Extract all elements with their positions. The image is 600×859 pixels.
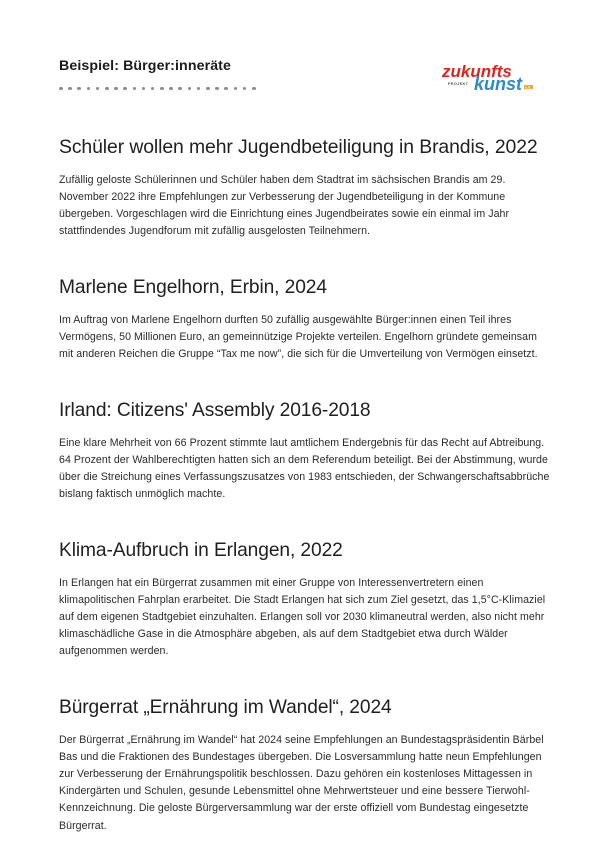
dotted-divider [59,87,256,91]
header-left-group [59,58,256,90]
divider-dot [215,87,219,91]
page-title: Beispiel: Bürger:inneräte [59,58,232,74]
document-header [0,0,600,100]
zukunftskunst-logo [442,60,554,100]
divider-dot [160,87,164,91]
divider-dot [68,87,72,91]
divider-dot [188,87,192,91]
divider-dot [133,87,137,91]
divider-dot [77,87,81,91]
entry-ernaehrung [59,696,554,834]
divider-dot [252,87,256,91]
entry-body: In Erlangen hat ein Bürgerrat zusammen mit einer Gruppe von Interessenvertretern einen klimapolitischen Fahrplan erarbeitet. Die Stadt Erlangen hat sich zum Ziel gesetzt, das 1,5°C-Klimaziel auf dem eigenen Stadtgebiet einzuhalten. Erlangen soll vor 2030 klimaneutral werden, also nicht mehr klimaschädliche Gase in die Atmosphäre abgeben, als auf dem Stadtgebiet etwa durch Wälder aufgenommen werden. [59,576,546,658]
divider-dot [178,87,182,91]
logo-suffix-text: e.V. [525,85,531,90]
logo-word-top: zukunfts [442,62,512,81]
entry-erlangen [59,539,554,660]
document-body [0,136,600,835]
entry-heading: Klima-Aufbruch in Erlangen, 2022 [59,540,343,562]
divider-dot [114,87,118,91]
divider-dot [59,87,63,91]
divider-dot [105,87,109,91]
divider-dot [151,87,155,91]
entry-heading: Bürgerrat „Ernährung im Wandel“, 2024 [59,697,392,719]
entry-brandis [59,136,554,240]
divider-dot [169,87,173,91]
logo-graphic [442,60,554,100]
entry-irland [59,399,554,503]
divider-dot [142,87,146,91]
entry-heading: Marlene Engelhorn, Erbin, 2024 [59,277,327,299]
entry-heading: Irland: Citizens' Assembly 2016-2018 [59,400,371,422]
divider-dot [197,87,201,91]
entry-body: Der Bürgerrat „Ernährung im Wandel“ hat 2024 seine Empfehlungen an Bundestagspräsidentin Bärbel Bas und die Fraktionen des Bundestages übergeben. Die Losversammlung hatte neun Empfehlungen zur Verbesserung der Ernährungspolitik beschlossen. Dazu gehören ein kostenloses Mittagessen in Kindergärten und Schulen, gesunde Lebensmittel ohne Mehrwertsteuer und eine bessere Tierwohl-Kennzeichnung. Die geloste Bürgerversammlung war der erste offiziell vom Bundestag eingesetzte Bürgerrat. [59,733,544,832]
logo-small-text: PROJEKT [448,82,469,86]
logo-word-bottom: kunst [474,74,523,94]
divider-dot [234,87,238,91]
entry-body: Eine klare Mehrheit von 66 Prozent stimmte laut amtlichem Endergebnis für das Recht auf Abtreibung. 64 Prozent der Wahlberechtigten hatten sich an dem Referendum beteiligt. Bei der Abstimmung, wurde über die Streichung eines Verfassungszusatzes von 1983 entschieden, der Schwangerschaftsabbrüche bislang faktisch unmöglich machte. [59,436,550,501]
entry-heading: Schüler wollen mehr Jugendbeteiligung in Brandis, 2022 [59,136,538,158]
divider-dot [87,87,91,91]
divider-dot [96,87,100,91]
entry-body: Im Auftrag von Marlene Engelhorn durften 50 zufällig ausgewählte Bürger:innen einen Teil ihres Vermögens, 50 Millionen Euro, an gemeinnützige Projekte verteilen. Engelhorn gründete gemeinsam mit anderen Reichen die Gruppe “Tax me now”, die sich für die Umverteilung von Vermögen einsetzt. [59,313,538,361]
divider-dot [224,87,228,91]
divider-dot [243,87,247,91]
divider-dot [206,87,210,91]
divider-dot [123,87,127,91]
entry-body: Zufällig geloste Schülerinnen und Schüler haben dem Stadtrat im sächsischen Brandis am 29. November 2022 ihre Empfehlungen zur Verbesserung der Jugendbeteiligung in der Kommune übergeben. Vorgeschlagen wird die Einrichtung eines Jugendbeirates sowie ein einmal im Jahr stattfindendes Jugendforum mit zufällig ausgelosten Teilnehmern. [59,173,510,238]
entry-engelhorn [59,276,554,363]
